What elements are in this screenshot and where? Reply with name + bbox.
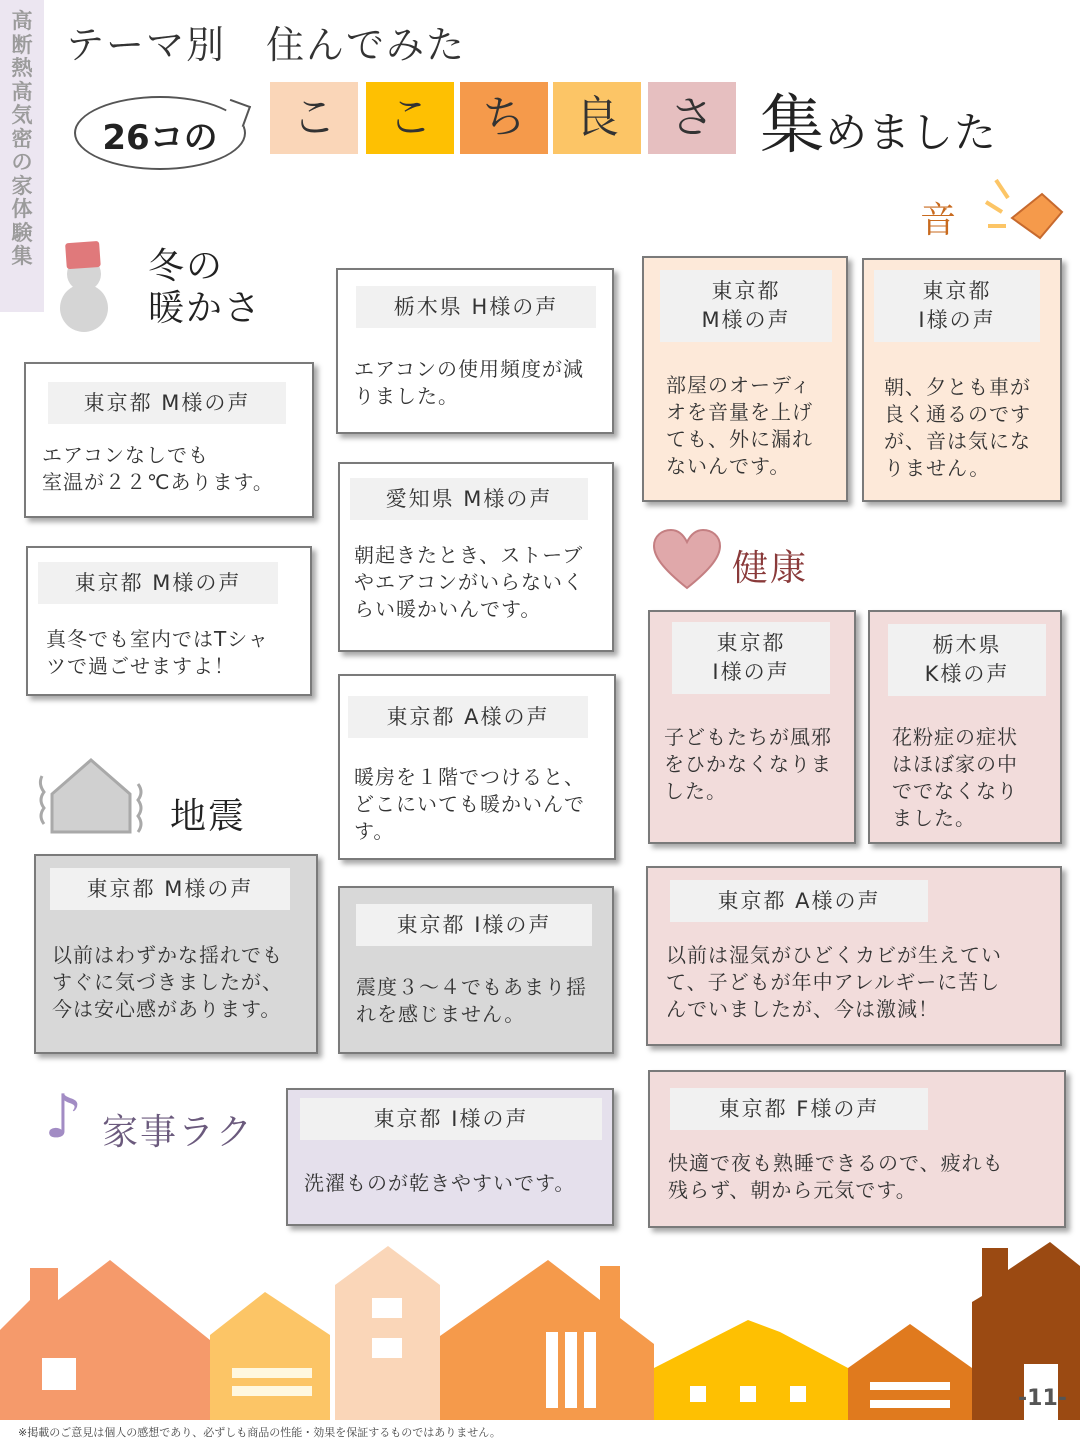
card-heading: 東京都 I様の声: [356, 904, 592, 946]
page-number: -11-: [1018, 1386, 1067, 1411]
title-tile: こ: [366, 82, 454, 154]
card-heading: 愛知県 M様の声: [350, 478, 588, 520]
disclaimer: ※掲載のご意見は個人の感想であり、必ずしも商品の性能・効果を保証するものではありません。: [18, 1426, 501, 1439]
card-body: エアコンの使用頻度が減 りました。: [354, 357, 584, 408]
voice-card: [286, 1088, 614, 1226]
card-heading: 東京都 I様の声: [672, 622, 830, 694]
voice-card: [648, 610, 856, 844]
card-heading: 東京都 A様の声: [670, 880, 928, 922]
voice-card: [338, 674, 616, 860]
voice-card: [24, 362, 314, 518]
category-housework: 家事ラク: [102, 1112, 255, 1153]
card-heading: 東京都 F様の声: [670, 1088, 928, 1130]
title-tile: 良: [553, 82, 641, 154]
voice-card: [34, 854, 318, 1054]
card-heading: 東京都 M様の声: [48, 382, 286, 424]
card-heading: 東京都 M様の声: [50, 868, 290, 910]
card-body: 部屋のオーディ オを音量を上げ ても、外に漏れ ないんです。: [666, 373, 813, 478]
snowman-icon: [44, 236, 124, 332]
card-body: 花粉症の症状 はほぼ家の中 ででなくなり ました。: [892, 725, 1018, 830]
card-body: 快適で夜も熟睡できるので、疲れも 残らず、朝から元気です。: [668, 1151, 1004, 1202]
card-body: 暖房を１階でつけると、 どこにいても暖かいんで す。: [354, 765, 585, 843]
card-body: エアコンなしでも 室温が２２℃あります。: [42, 443, 274, 494]
title-rest: めました: [825, 108, 998, 157]
card-body: 子どもたちが風邪 をひかなくなりま した。: [664, 725, 832, 803]
card-body: 朝起きたとき、ストーブ やエアコンがいらないく らい暖かいんです。: [354, 543, 584, 621]
voice-card: [336, 268, 614, 434]
voice-card: [338, 886, 614, 1054]
title-tile: さ: [648, 82, 736, 154]
music-note-icon: ♪: [44, 1082, 83, 1152]
category-earthquake: 地震: [170, 796, 247, 837]
voice-card: [648, 1070, 1066, 1228]
category-health: 健康: [732, 548, 809, 589]
card-heading: 東京都 I様の声: [300, 1098, 602, 1140]
voice-card: [646, 866, 1062, 1046]
megaphone-icon: [982, 174, 1066, 244]
heart-icon: [652, 528, 722, 594]
card-body: 震度３～４でもあまり揺 れを感じません。: [356, 975, 587, 1026]
side-label: 高断熱高気密の家 体験集: [11, 9, 33, 268]
voice-card: [338, 462, 614, 652]
voice-card: [862, 258, 1062, 502]
title-tile: こ: [270, 82, 358, 154]
card-body: 以前は湿気がひどくカビが生えてい て、子どもが年中アレルギーに苦し んでいましたが、今は激減！: [666, 943, 1002, 1021]
title-big-char: 集: [760, 89, 825, 163]
card-heading: 東京都 M様の声: [660, 270, 832, 342]
badge-count: 26コの: [102, 118, 218, 158]
voice-card: [642, 256, 848, 502]
card-body: 真冬でも室内ではTシャ ツで過ごせますよ！: [46, 627, 269, 678]
card-heading: 栃木県 H様の声: [356, 286, 596, 328]
shaking-house-icon: [36, 754, 146, 838]
voice-card: [26, 546, 312, 696]
title-tile: ち: [460, 82, 548, 154]
card-heading: 東京都 M様の声: [38, 562, 278, 604]
townscape-illustration: [0, 1240, 1080, 1420]
card-body: 洗濯ものが乾きやすいです。: [304, 1171, 576, 1195]
card-body: 朝、夕とも車が 良く通るのです が、音は気にな りません。: [884, 375, 1031, 480]
card-heading: 東京都 A様の声: [348, 696, 588, 738]
category-sound: 音: [920, 200, 959, 241]
voice-card: [868, 610, 1062, 844]
card-heading: 栃木県 K様の声: [888, 624, 1046, 696]
card-heading: 東京都 I様の声: [874, 270, 1040, 342]
theme-heading: テーマ別 住んでみた: [66, 23, 467, 67]
category-warmth: 冬の 暖かさ: [148, 246, 263, 329]
card-body: 以前はわずかな揺れでも すぐに気づきましたが、 今は安心感があります。: [52, 943, 283, 1021]
page-title-tail: [760, 74, 997, 166]
